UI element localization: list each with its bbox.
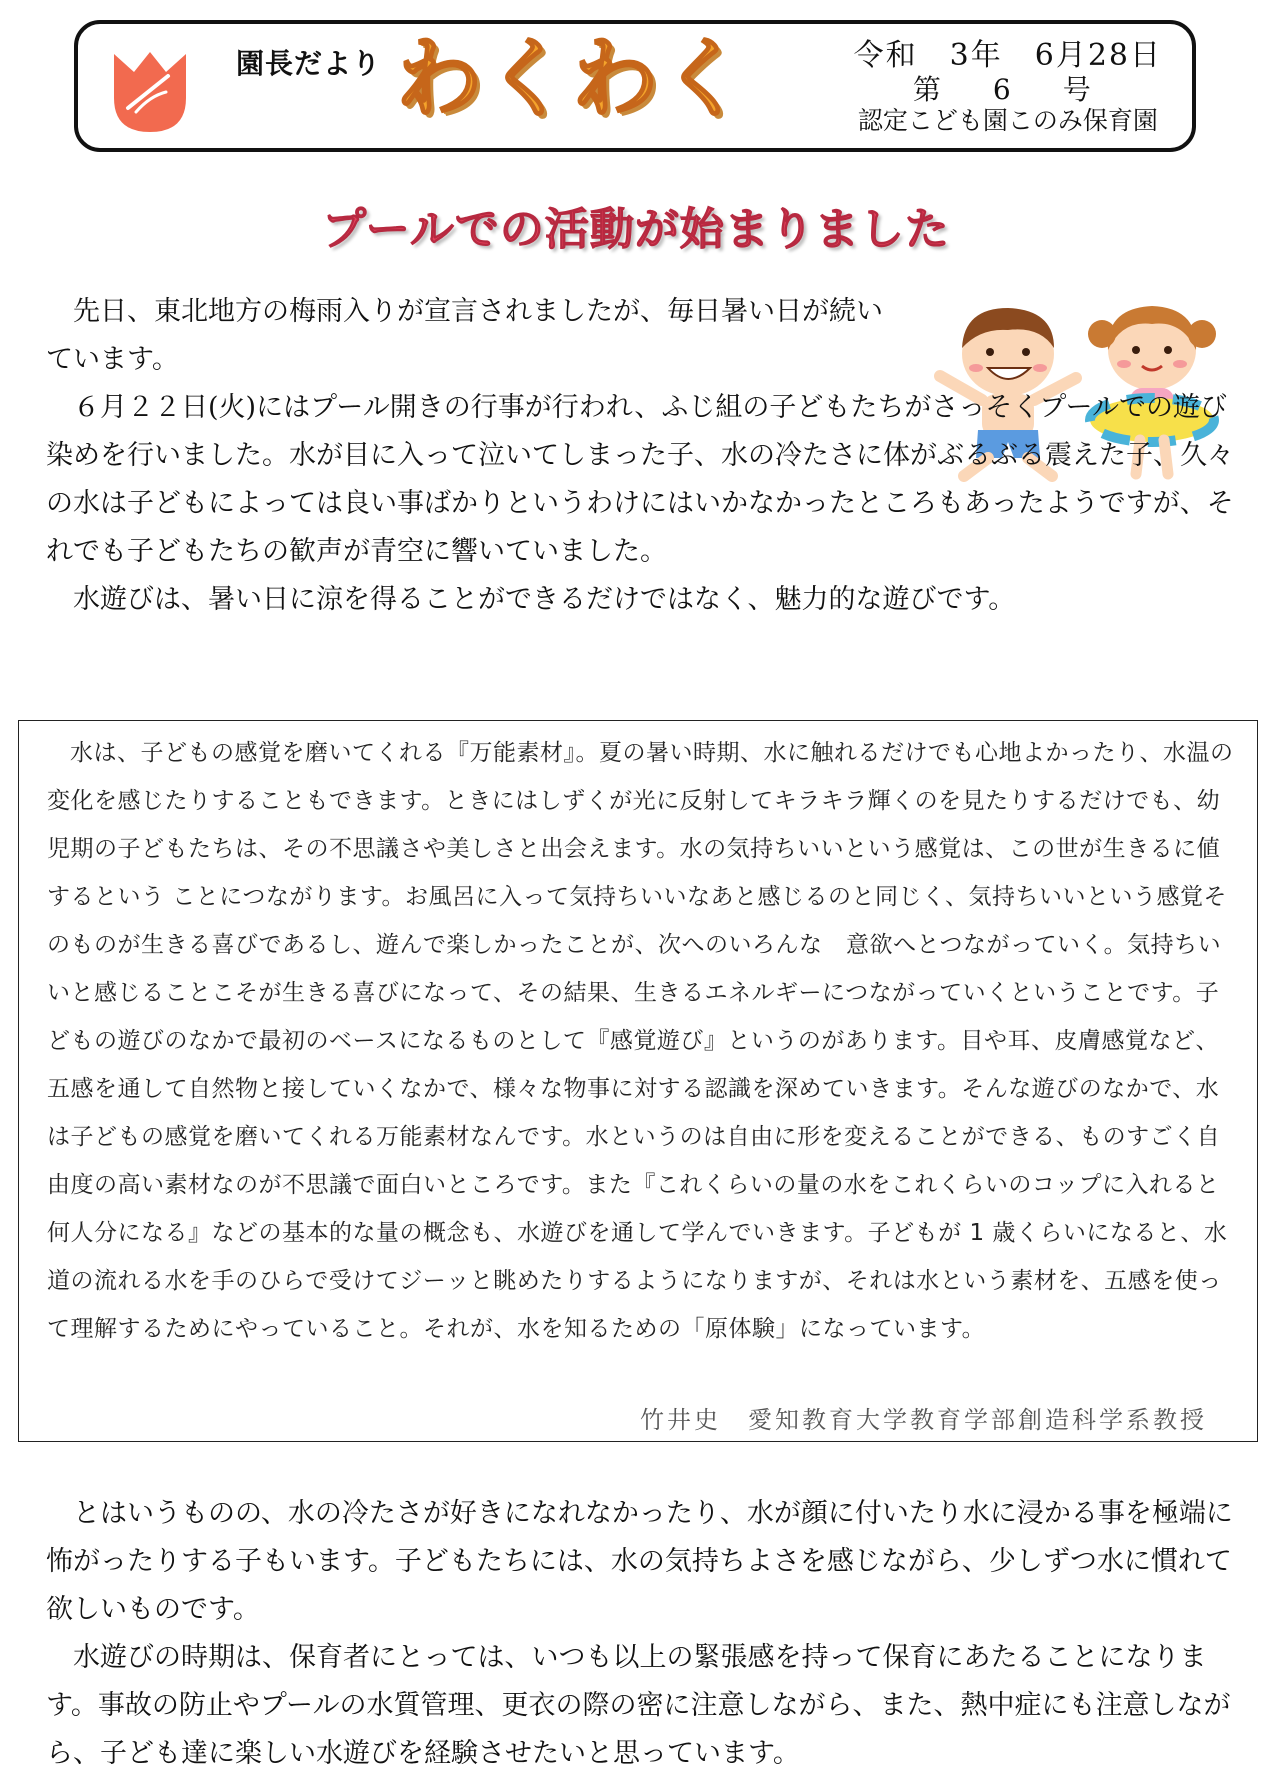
school-name: 認定こども園このみ保育園: [857, 106, 1158, 136]
newsletter-title: わくわく: [396, 29, 748, 129]
tulip-icon: [106, 46, 194, 136]
quote-attribution: 竹井史 愛知教育大学教育学部創造科学系教授: [640, 1406, 1207, 1434]
issue-info: [854, 38, 1162, 136]
issue-date: 令和 3年 6月28日: [853, 38, 1162, 73]
quote-text: 水は、子どもの感覚を磨いてくれる『万能素材』。夏の暑い時期、水に触れるだけでも心地よかったり、水温の変化を感じたりすることもできます。ときにはしずくが光に反射してキラキラ輝くのを見たりするだけでも、幼児期の子どもたちは、その不思議さや美しさと出会えます。水の気持ちいいという感覚は、この世が生きるに値するという ことにつながります。お風呂に入って気持ちいいなあと感じるのと同じく、気持ちいいという感覚そのものが生きる喜びであるし、遊んで楽しかったことが、次へのいろんな 意欲へとつながっていく。気持ちいいと感じることこそが生きる喜びになって、その結果、生きるエネルギーにつながっていくということです。子どもの遊びのなかで最初のベースになるものとして『感覚遊び』というのがあります。目や耳、皮膚感覚など、五感を通して自然物と接していくなかで、様々な物事に対する認識を深めていきます。そんな遊びのなかで、水は子どもの感覚を磨いてくれる万能素材なんです。水というのは自由に形を変えることができる、ものすごく自由度の高い素材なのが不思議で面白いところです。また『これくらいの量の水をこれくらいのコップに入れると何人分になる』などの基本的な量の概念も、水遊びを通して学んでいきます。子どもが 1 歳くらいになると、水道の流れる水を手のひらで受けてジーッと眺めたりするようになりますが、それは水という素材を、五感を使って理解するためにやっていること。それが、水を知るための「原体験」になっています。: [47, 740, 1234, 1342]
closing-paragraph-2: 水遊びの時期は、保育者にとっては、いつも以上の緊張感を持って保育にあたることになります。事故の防止やプールの水質管理、更衣の際の密に注意しながら、また、熱中症にも注意しながら、子ども達に楽しい水遊びを経験させたいと思っています。: [46, 1642, 1231, 1769]
newsletter-header: [74, 20, 1196, 152]
intro-paragraph-2: ６月２２日(火)にはプール開きの行事が行われ、ふじ組の子どもたちがさっそくプールでの遊び染めを行いました。水が目に入って泣いてしまった子、水の冷たさに体がぶるぶる震えた子、久々の水は子どもによっては良い事ばかりというわけにはいかなかったところもあったようですが、それでも子どもたちの歓声が青空に響いていました。: [46, 392, 1234, 567]
article-headline: プールでの活動が始まりました: [322, 204, 950, 255]
intro-paragraph-3: 水遊びは、暑い日に涼を得ることができるだけではなく、魅力的な遊びです。: [73, 584, 1016, 615]
quote-box: [18, 720, 1258, 1442]
intro-paragraph-1: 先日、東北地方の梅雨入りが宣言されましたが、毎日暑い日が続いています。: [46, 296, 883, 375]
column-label: 園長だより: [236, 47, 382, 80]
closing-paragraph-1: とはいうものの、水の冷たさが好きになれなかったり、水が顔に付いたり水に浸かる事を極端に怖がったりする子もいます。子どもたちには、水の気持ちよさを感じながら、少しずつ水に慣れて欲しいものです。: [46, 1498, 1233, 1625]
closing-section: [46, 1490, 1242, 1778]
issue-number: 第 6 号: [912, 73, 1103, 107]
intro-section: [46, 288, 1242, 624]
